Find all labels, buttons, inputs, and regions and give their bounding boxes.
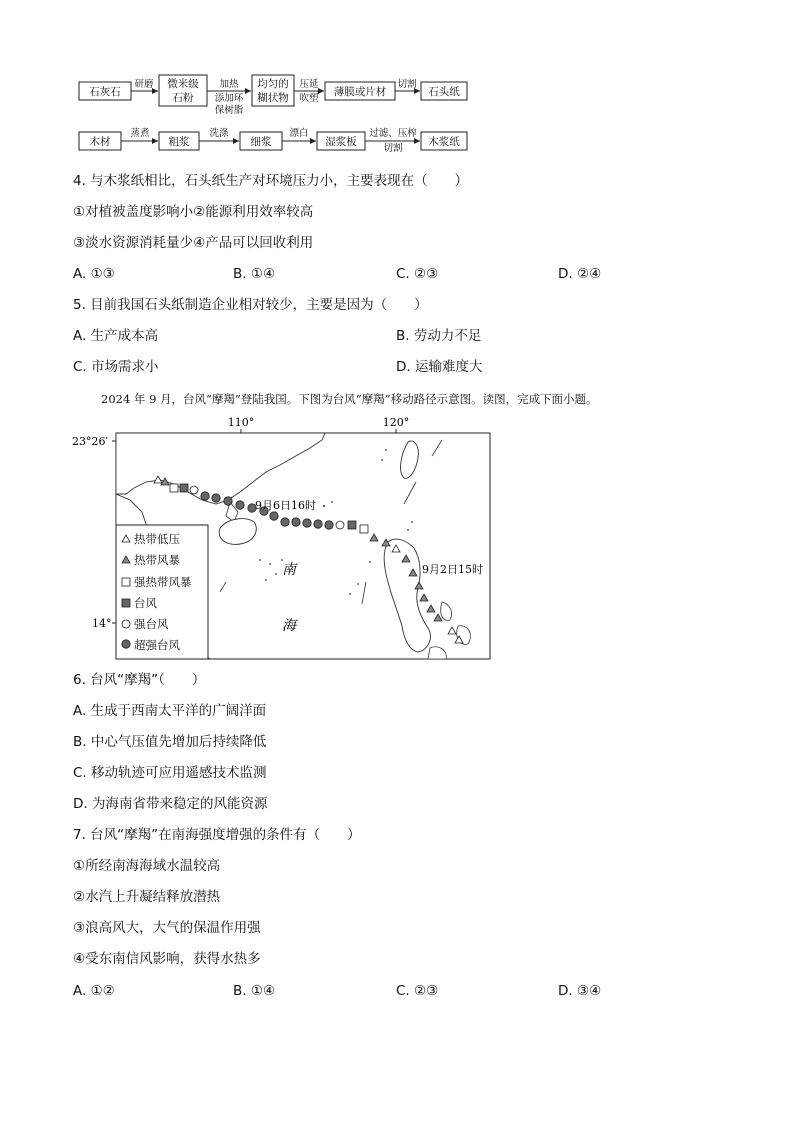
track-point-severe-tropical-storm xyxy=(360,525,368,533)
legend-severe-tropical-storm: 强热带风暴 xyxy=(134,575,192,589)
flow-box-wood-pulp-paper xyxy=(421,132,467,150)
sea-label-sea: 海 xyxy=(282,618,296,634)
flow-label: 薄膜或片材 xyxy=(333,86,387,98)
q7-stem: 7. 台风“摩羯”在南海强度增强的条件有（ ） xyxy=(73,827,361,843)
track-annotation-sep2: 9月2日15时 xyxy=(422,563,483,576)
q7-statement-3: ③浪高风大，大气的保温作用强 xyxy=(73,920,261,936)
q7-option-a[interactable]: A. ①② xyxy=(73,983,115,999)
legend-tropical-storm: 热带风暴 xyxy=(134,553,180,567)
track-point-super-typhoon xyxy=(201,492,209,500)
track-point-super-typhoon xyxy=(224,497,232,505)
track-point-super-typhoon xyxy=(314,520,322,528)
flow-box-wet-pulp-board xyxy=(317,132,365,150)
flow-box-limestone xyxy=(79,82,131,100)
q4-option-d[interactable]: D. ②④ xyxy=(558,266,602,282)
track-point-super-typhoon xyxy=(303,519,311,527)
flow-box-wood xyxy=(79,132,121,150)
lat-label-14: 14° xyxy=(92,617,112,630)
flow-label: 石头纸 xyxy=(428,86,460,98)
q4-stem: 4. 与木浆纸相比，石头纸生产对环境压力小，主要表现在（ ） xyxy=(73,173,469,189)
legend-tropical-depression: 热带低压 xyxy=(134,532,180,546)
q4-statement-line-2: ③淡水资源消耗量少④产品可以回收利用 xyxy=(73,235,314,251)
legend-symbol-severe-tropical-storm xyxy=(122,578,130,586)
svg-text:糊状物: 糊状物 xyxy=(257,92,289,104)
track-point-super-typhoon xyxy=(236,501,244,509)
flow-box-micron-powder xyxy=(159,75,207,106)
track-point-severe-typhoon xyxy=(190,486,198,494)
q7-statement-2: ②水汽上升凝结释放潜热 xyxy=(73,889,221,905)
flow-label: 木浆纸 xyxy=(428,136,460,148)
q5-option-d[interactable]: D. 运输难度大 xyxy=(396,359,483,375)
svg-text:微米级: 微米级 xyxy=(167,78,199,90)
typhoon-track-map xyxy=(70,412,494,662)
lon-label-120: 120° xyxy=(382,416,410,429)
q5-stem: 5. 目前我国石头纸制造企业相对较少，主要是因为（ ） xyxy=(73,297,428,313)
map-legend xyxy=(116,525,208,659)
q7-statement-1: ①所经南海海域水温较高 xyxy=(73,858,221,874)
q6-option-d[interactable]: D. 为海南省带来稳定的风能资源 xyxy=(73,796,268,812)
q5-option-b[interactable]: B. 劳动力不足 xyxy=(396,328,482,344)
flow-label: 石灰石 xyxy=(89,86,121,98)
flow-box-paste xyxy=(252,75,294,106)
q7-option-d[interactable]: D. ③④ xyxy=(558,983,602,999)
track-point-typhoon xyxy=(348,521,356,529)
q5-option-c[interactable]: C. 市场需求小 xyxy=(73,359,159,375)
flow-label: 粗浆 xyxy=(168,136,190,148)
track-point-super-typhoon xyxy=(212,494,220,502)
track-point-typhoon xyxy=(180,484,188,492)
arrow-label: 研磨 xyxy=(134,79,154,90)
svg-text:吹塑: 吹塑 xyxy=(299,93,319,104)
q5-option-a[interactable]: A. 生产成本高 xyxy=(73,328,159,344)
flow-box-film xyxy=(325,82,395,100)
lat-label-23: 23°26′ xyxy=(72,435,108,448)
lon-label-110: 110° xyxy=(227,416,255,429)
q6-option-a[interactable]: A. 生成于西南太平洋的广阔洋面 xyxy=(73,703,267,719)
production-flowchart xyxy=(70,72,480,156)
q4-option-b[interactable]: B. ①④ xyxy=(233,266,276,282)
svg-text:切割: 切割 xyxy=(383,143,403,154)
flow-box-stone-paper xyxy=(421,82,467,100)
track-point-super-typhoon xyxy=(292,518,300,526)
q7-statement-4: ④受东南信风影响，获得水热多 xyxy=(73,951,261,967)
legend-typhoon: 台风 xyxy=(134,596,157,610)
q6-stem: 6. 台风“摩羯”（ ） xyxy=(73,672,206,688)
track-annotation-sep6: 9月6日16时 xyxy=(255,499,316,512)
track-point-super-typhoon xyxy=(281,518,289,526)
q4-statement-line-1: ①对植被盖度影响小②能源利用效率较高 xyxy=(73,204,314,220)
legend-symbol-typhoon xyxy=(122,599,130,607)
track-point-severe-typhoon xyxy=(336,521,344,529)
svg-text:添加环: 添加环 xyxy=(214,93,244,104)
legend-severe-typhoon: 强台风 xyxy=(134,617,169,631)
q4-option-c[interactable]: C. ②③ xyxy=(396,266,439,282)
legend-symbol-severe-typhoon xyxy=(122,620,130,628)
svg-text:均匀的: 均匀的 xyxy=(257,78,289,90)
track-point-super-typhoon xyxy=(270,512,278,520)
track-point-super-typhoon xyxy=(325,521,333,529)
svg-text:压延: 压延 xyxy=(299,79,319,90)
flow-box-fine-pulp xyxy=(240,132,282,150)
legend-super-typhoon: 超强台风 xyxy=(134,638,180,652)
q7-option-c[interactable]: C. ②③ xyxy=(396,983,439,999)
arrow-label: 洗涤 xyxy=(209,128,229,139)
sea-label-south: 南 xyxy=(282,562,296,578)
flow-box-coarse-pulp xyxy=(159,132,199,150)
track-point-severe-tropical-storm xyxy=(170,484,178,492)
svg-text:过滤、压榨: 过滤、压榨 xyxy=(369,128,417,139)
flow-label: 湿浆板 xyxy=(325,136,357,148)
flow-label: 细浆 xyxy=(250,136,272,148)
legend-symbol-super-typhoon xyxy=(122,640,130,648)
arrow-label: 切割 xyxy=(397,79,417,90)
svg-text:保树脂: 保树脂 xyxy=(214,105,244,116)
svg-text:加热: 加热 xyxy=(219,79,239,90)
q6-option-c[interactable]: C. 移动轨迹可应用遥感技术监测 xyxy=(73,765,267,781)
map-intro-text: 2024 年 9 月，台风“摩羯”登陆我国。下图为台风“摩羯”移动路径示意图。读图，完成下面小题。 xyxy=(101,392,598,406)
svg-text:石粉: 石粉 xyxy=(172,92,194,104)
flow-label: 木材 xyxy=(89,136,111,148)
arrow-label: 漂白 xyxy=(289,128,309,139)
q4-option-a[interactable]: A. ①③ xyxy=(73,266,115,282)
q6-option-b[interactable]: B. 中心气压值先增加后持续降低 xyxy=(73,734,267,750)
q7-option-b[interactable]: B. ①④ xyxy=(233,983,276,999)
arrow-label: 蒸煮 xyxy=(130,128,150,139)
